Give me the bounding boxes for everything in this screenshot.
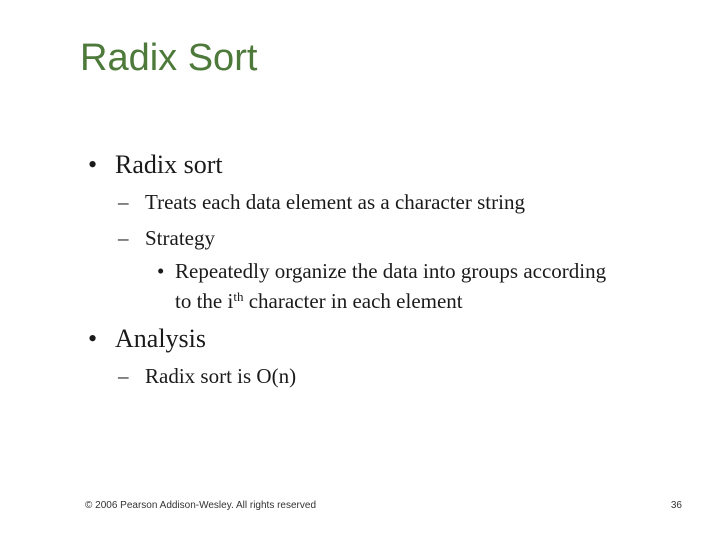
text-part: to the i <box>175 289 234 313</box>
bullet-marker: • <box>157 259 165 283</box>
sub-bullet-text: Treats each data element as a character string <box>145 190 525 214</box>
slide-title: Radix Sort <box>80 37 258 79</box>
bullet-text: Analysis <box>115 324 206 353</box>
sub-bullet-text: Radix sort is O(n) <box>145 364 297 388</box>
bullet-radix-sort <box>88 150 223 180</box>
ordinal-superscript: th <box>233 289 244 304</box>
sub-bullet-text: Strategy <box>145 226 215 250</box>
sub-sub-bullet-text-line1: Repeatedly organize the data into groups according <box>175 259 607 283</box>
bullet-text: Radix sort <box>115 150 223 179</box>
text-part: character in each element <box>243 289 463 313</box>
bullet-analysis <box>88 324 206 354</box>
copyright-footer: © 2006 Pearson Addison-Wesley. All rights reserved <box>85 500 317 511</box>
bullet-marker: • <box>88 150 98 179</box>
dash-marker: – <box>118 364 129 388</box>
page-number: 36 <box>670 500 682 511</box>
sub-sub-bullet-continuation <box>175 288 463 314</box>
dash-marker: – <box>118 190 129 214</box>
sub-bullet-complexity <box>118 363 296 389</box>
dash-marker: – <box>118 226 129 250</box>
sub-bullet-treats <box>118 189 525 215</box>
sub-bullet-strategy <box>118 225 215 251</box>
sub-sub-bullet-repeatedly <box>157 258 606 284</box>
bullet-marker: • <box>88 324 98 353</box>
